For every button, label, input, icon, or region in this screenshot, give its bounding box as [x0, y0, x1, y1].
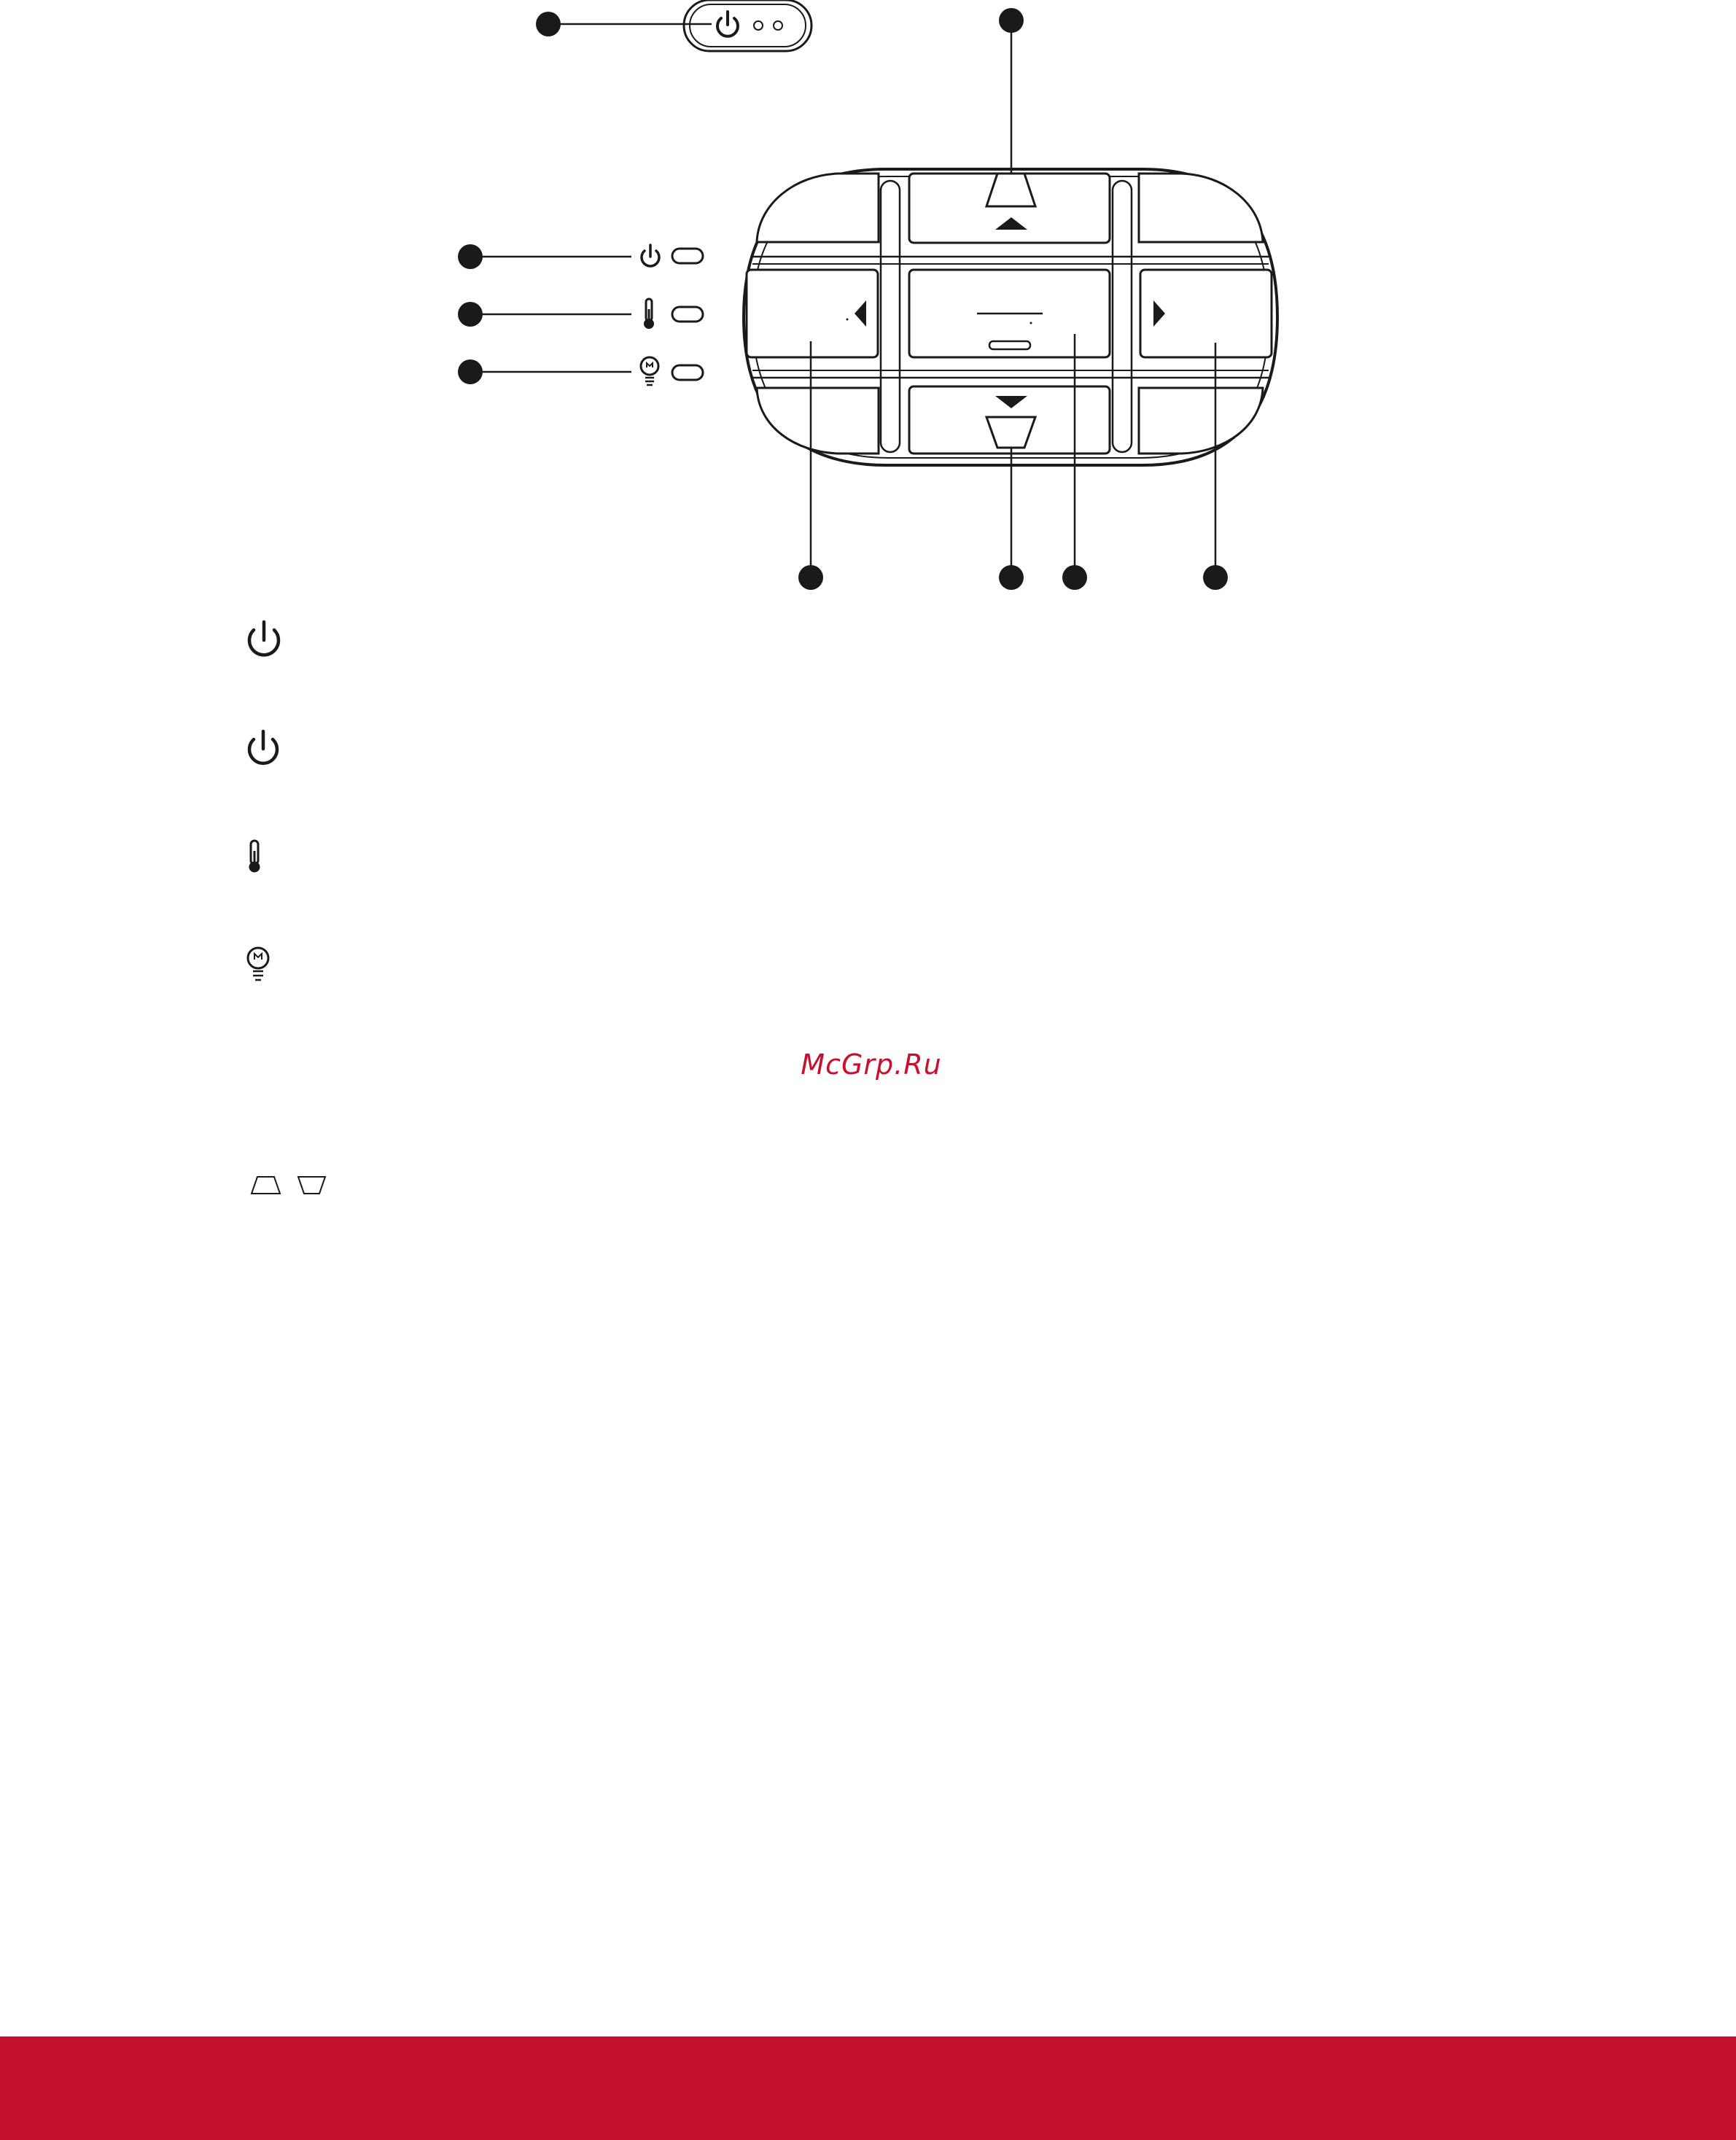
callout-dot [999, 8, 1024, 33]
thermometer-icon [249, 841, 260, 873]
power-icon [717, 12, 738, 36]
power-led [672, 249, 703, 263]
power-icon [249, 731, 277, 763]
lamp-bulb-icon [641, 357, 658, 385]
corner-key-top-right[interactable] [1139, 174, 1263, 242]
corner-key-bottom-left[interactable] [757, 388, 879, 454]
lamp-bulb-icon [248, 948, 268, 980]
callout-dot [458, 359, 483, 384]
trapezoid-keystone-down-icon [298, 1177, 325, 1194]
top-power-button-assembly [684, 0, 811, 51]
callout-dot [1203, 565, 1228, 590]
watermark: McGrp.Ru [801, 1048, 942, 1081]
indicator-led-1 [754, 21, 763, 30]
callout-dot [798, 565, 823, 590]
power-icon [249, 622, 279, 655]
indicator-led-2 [774, 21, 782, 30]
callout-dot [999, 565, 1024, 590]
temperature-led [672, 307, 703, 322]
indicator-leds [641, 245, 703, 385]
legend-icons [248, 622, 325, 1194]
callout-dot [1062, 565, 1087, 590]
lamp-led [672, 365, 703, 380]
corner-key-bottom-right[interactable] [1139, 388, 1263, 454]
callout-dot [458, 302, 483, 327]
trapezoid-keystone-up-icon [252, 1177, 280, 1194]
callout-dot [536, 12, 561, 36]
corner-key-top-left[interactable] [757, 174, 879, 242]
callout-dot [458, 244, 483, 269]
power-icon [642, 245, 659, 266]
footer-bar [0, 2036, 1736, 2140]
thermometer-icon [644, 299, 654, 329]
